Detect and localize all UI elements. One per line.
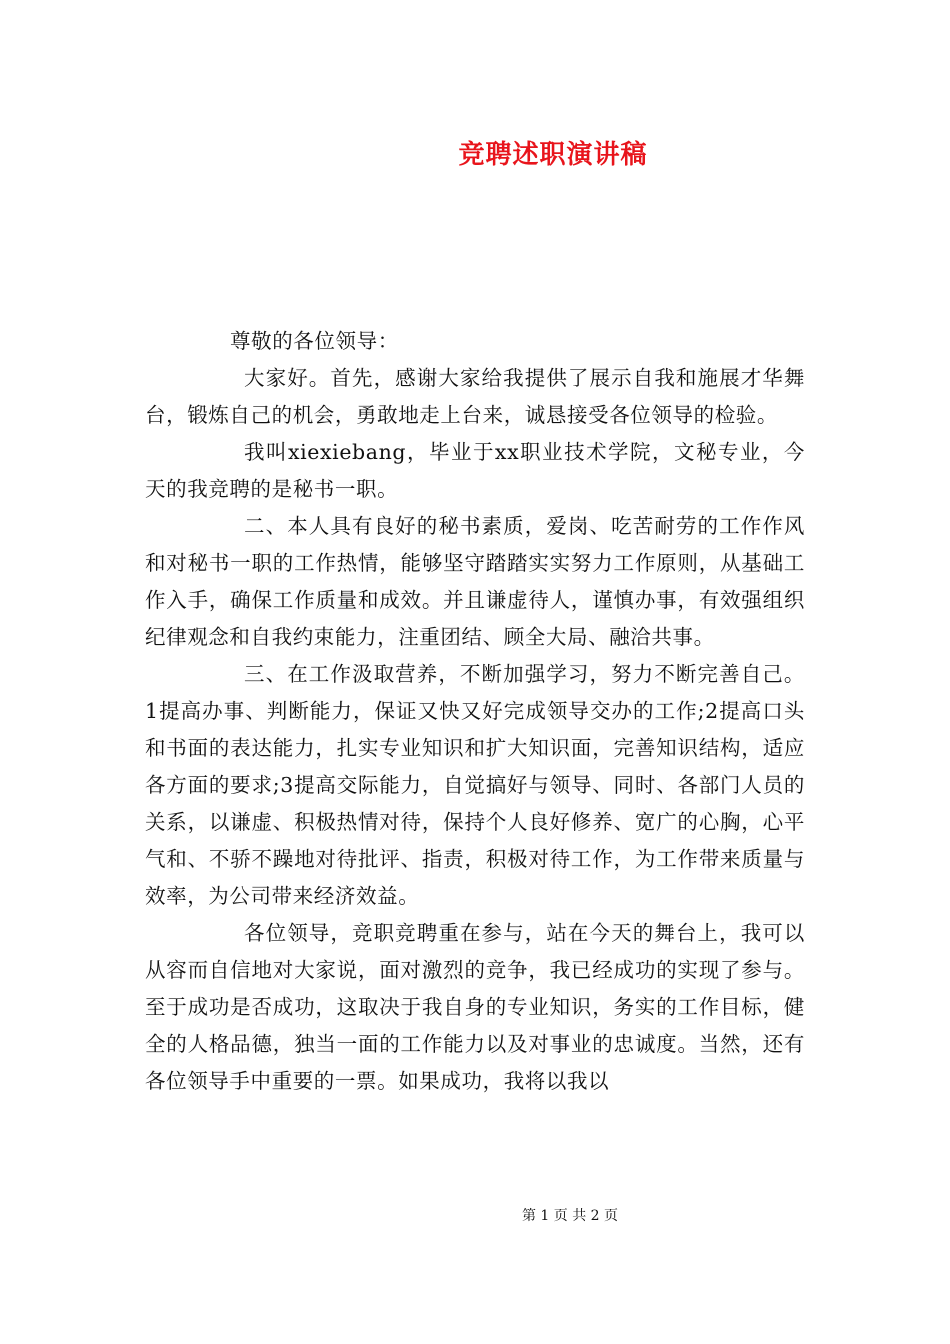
paragraph: 三、在工作汲取营养，不断加强学习，努力不断完善自己。1提高办事、判断能力，保证又快又好完成领导交办的工作;2提高口头和书面的表达能力，扎实专业知识和扩大知识面，完善知识结构，适应各方面的要求;3提高交际能力，自觉搞好与领导、同时、各部门人员的关系，以谦虚、积极热情对待，保持个人良好修养、宽广的心胸，心平气和、不骄不躁地对待批评、指责，积极对待工作，为工作带来质量与效率，为公司带来经济效益。 xyxy=(145,662,805,908)
document-title: 竞聘述职演讲稿 xyxy=(458,140,648,170)
paragraph: 各位领导，竞职竞聘重在参与，站在今天的舞台上，我可以从容而自信地对大家说，面对激烈的竞争，我已经成功的实现了参与。至于成功是否成功，这取决于我自身的专业知识，务实的工作目标，健全的人格品德，独当一面的工作能力以及对事业的忠诚度。当然，还有各位领导手中重要的一票。如果成功，我将以我以 xyxy=(145,921,805,1093)
salutation: 尊敬的各位领导： xyxy=(230,329,399,353)
paragraph: 大家好。首先，感谢大家给我提供了展示自我和施展才华舞台，锻炼自己的机会，勇敢地走上台来，诚恳接受各位领导的检验。 xyxy=(145,366,805,427)
paragraph: 我叫xiexiebang，毕业于xx职业技术学院，文秘专业，今天的我竞聘的是秘书一职。 xyxy=(145,440,805,501)
page-indicator: 第 1 页 共 2 页 xyxy=(521,1208,619,1224)
document-body xyxy=(145,323,805,1100)
paragraph: 二、本人具有良好的秘书素质，爱岗、吃苦耐劳的工作作风和对秘书一职的工作热情，能够坚守踏踏实实努力工作原则，从基础工作入手，确保工作质量和成效。并且谦虚待人，谨慎办事，有效强组织纪律观念和自我约束能力，注重团结、顾全大局、融洽共事。 xyxy=(145,514,805,649)
